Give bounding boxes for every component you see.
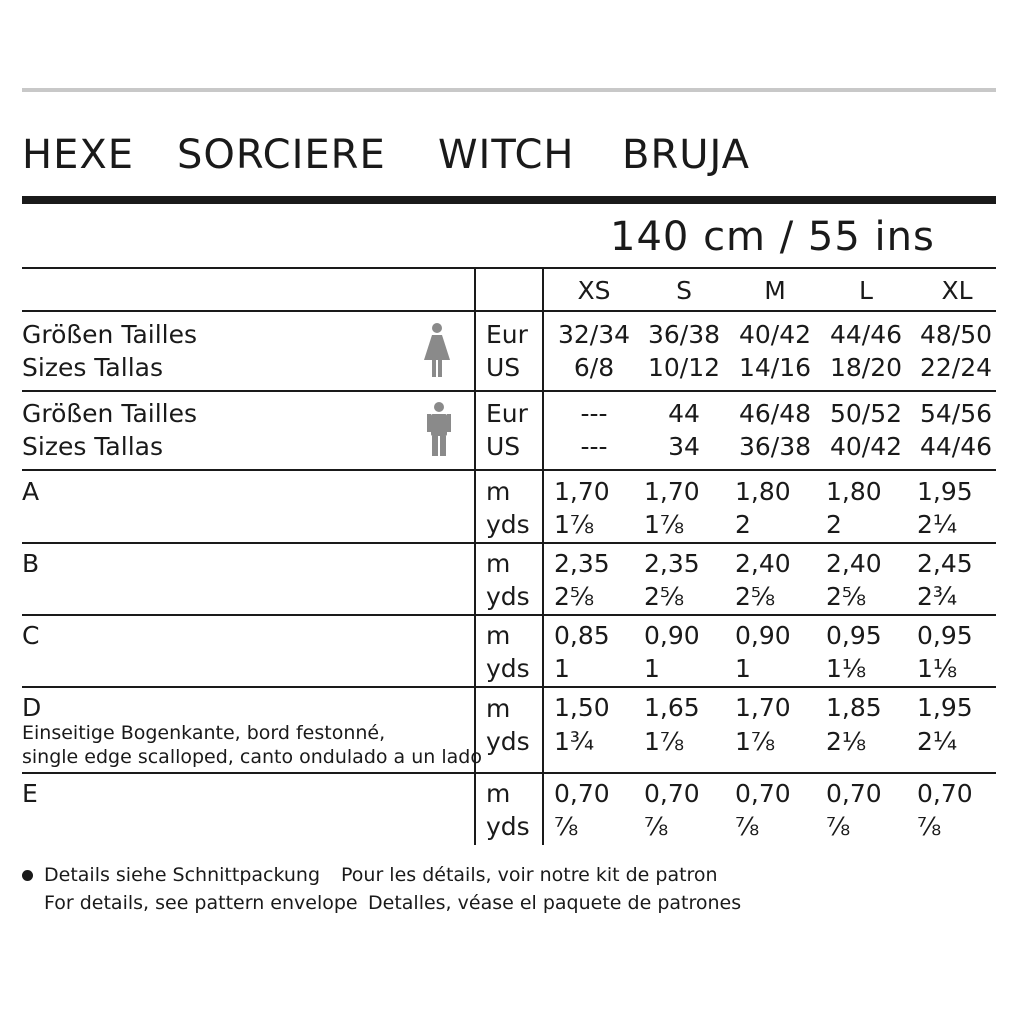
- row-c-yds-xl: 1⅛: [917, 654, 958, 683]
- row-a-m-xl: 1,95: [917, 477, 973, 506]
- row-b-m-unit: m: [486, 549, 511, 578]
- row-e-m-xl: 0,70: [917, 779, 973, 808]
- row-b-m-s: 2,35: [644, 549, 700, 578]
- row-b-yds-m: 2⅝: [735, 582, 776, 611]
- row-a-m-s: 1,70: [644, 477, 700, 506]
- man-icon: [427, 401, 451, 457]
- title-rule: [22, 196, 996, 204]
- women-eur-unit: Eur: [486, 320, 528, 349]
- row-c-m-xs: 0,85: [554, 621, 610, 650]
- fabric-width: 140 cm / 55 ins: [610, 214, 935, 260]
- row-d-m-l: 1,85: [826, 693, 882, 722]
- size-header-m: M: [764, 276, 786, 305]
- row-d-m-m: 1,70: [735, 693, 791, 722]
- footnote-es: Detalles, véase el paquete de patrones: [368, 892, 742, 914]
- row-d-yds-xs: 1¾: [554, 727, 595, 756]
- women-us-xs: 6/8: [573, 353, 615, 382]
- rule-b: [22, 542, 996, 544]
- men-us-s: 34: [668, 432, 700, 461]
- size-header-l: L: [859, 276, 873, 305]
- men-eur-xl: 54/56: [919, 399, 993, 428]
- row-c-m-unit: m: [486, 621, 511, 650]
- row-d-yds-l: 2⅛: [826, 727, 867, 756]
- rule-men: [22, 390, 996, 392]
- row-a-yds-l: 2: [826, 510, 842, 539]
- row-d-m-xs: 1,50: [554, 693, 610, 722]
- row-a-yds-xl: 2¼: [917, 510, 958, 539]
- row-b-m-xs: 2,35: [554, 549, 610, 578]
- title-fr: SORCIERE: [177, 132, 386, 178]
- row-d-yds-unit: yds: [486, 727, 530, 756]
- header-rule-bottom: [22, 310, 996, 312]
- footnote-en: For details, see pattern envelope: [44, 892, 358, 914]
- row-b-yds-s: 2⅝: [644, 582, 685, 611]
- row-c-name: C: [22, 621, 40, 650]
- row-c-m-s: 0,90: [644, 621, 700, 650]
- women-us-unit: US: [486, 353, 521, 382]
- row-d-m-unit: m: [486, 694, 511, 723]
- row-c-yds-m: 1: [735, 654, 751, 683]
- row-a-m-xs: 1,70: [554, 477, 610, 506]
- row-e-yds-xs: ⅞: [554, 812, 579, 841]
- women-us-s: 10/12: [647, 353, 721, 382]
- row-b-m-l: 2,40: [826, 549, 882, 578]
- row-e-m-m: 0,70: [735, 779, 791, 808]
- row-a-name: A: [22, 477, 40, 506]
- row-a-m-m: 1,80: [735, 477, 791, 506]
- row-e-m-xs: 0,70: [554, 779, 610, 808]
- men-eur-m: 46/48: [738, 399, 812, 428]
- women-eur-xl: 48/50: [919, 320, 993, 349]
- size-header-xl: XL: [941, 276, 973, 305]
- men-us-unit: US: [486, 432, 521, 461]
- woman-icon: [423, 322, 451, 378]
- men-eur-s: 44: [668, 399, 700, 428]
- row-b-yds-xs: 2⅝: [554, 582, 595, 611]
- title-de: HEXE: [22, 132, 135, 178]
- men-us-xs: ---: [580, 432, 608, 461]
- row-e-m-s: 0,70: [644, 779, 700, 808]
- row-d-name: D: [22, 693, 42, 722]
- row-a-m-l: 1,80: [826, 477, 882, 506]
- row-d-m-s: 1,65: [644, 693, 700, 722]
- row-a-yds-unit: yds: [486, 510, 530, 539]
- divider-unit: [542, 267, 544, 845]
- row-d-yds-m: 1⅞: [735, 727, 776, 756]
- women-label-2: Sizes Tallas: [22, 353, 163, 382]
- rule-a: [22, 469, 996, 471]
- row-a-yds-m: 2: [735, 510, 751, 539]
- bullet-icon: [22, 870, 33, 881]
- row-a-m-unit: m: [486, 477, 511, 506]
- row-c-m-l: 0,95: [826, 621, 882, 650]
- size-header-xs: XS: [577, 276, 611, 305]
- row-c-yds-unit: yds: [486, 654, 530, 683]
- women-eur-xs: 32/34: [557, 320, 631, 349]
- top-rule: [22, 88, 996, 92]
- women-label-1: Größen Tailles: [22, 320, 198, 349]
- row-d-yds-xl: 2¼: [917, 727, 958, 756]
- row-c-yds-s: 1: [644, 654, 660, 683]
- footnote-de: Details siehe Schnittpackung: [44, 864, 321, 886]
- women-us-l: 18/20: [829, 353, 903, 382]
- row-b-name: B: [22, 549, 40, 578]
- footnote-fr: Pour les détails, voir notre kit de patron: [341, 864, 718, 886]
- men-eur-xs: ---: [580, 399, 608, 428]
- row-e-name: E: [22, 779, 38, 808]
- row-e-m-l: 0,70: [826, 779, 882, 808]
- men-label-2: Sizes Tallas: [22, 432, 163, 461]
- women-us-m: 14/16: [738, 353, 812, 382]
- header-rule-top: [22, 267, 996, 269]
- men-label-1: Größen Tailles: [22, 399, 198, 428]
- row-e-yds-m: ⅞: [735, 812, 760, 841]
- men-us-xl: 44/46: [919, 432, 993, 461]
- men-us-m: 36/38: [738, 432, 812, 461]
- row-d-note-1: Einseitige Bogenkante, bord festonné,: [22, 722, 386, 744]
- row-a-yds-xs: 1⅞: [554, 510, 595, 539]
- row-d-yds-s: 1⅞: [644, 727, 685, 756]
- row-b-m-xl: 2,45: [917, 549, 973, 578]
- row-c-m-m: 0,90: [735, 621, 791, 650]
- row-b-m-m: 2,40: [735, 549, 791, 578]
- row-b-yds-l: 2⅝: [826, 582, 867, 611]
- row-c-yds-l: 1⅛: [826, 654, 867, 683]
- row-d-m-xl: 1,95: [917, 693, 973, 722]
- men-eur-unit: Eur: [486, 399, 528, 428]
- title-en: WITCH: [438, 132, 575, 178]
- women-us-xl: 22/24: [919, 353, 993, 382]
- row-c-yds-xs: 1: [554, 654, 570, 683]
- row-e-m-unit: m: [486, 779, 511, 808]
- row-b-yds-xl: 2¾: [917, 582, 958, 611]
- row-e-yds-s: ⅞: [644, 812, 669, 841]
- men-eur-l: 50/52: [829, 399, 903, 428]
- rule-e: [22, 772, 996, 774]
- women-eur-l: 44/46: [829, 320, 903, 349]
- row-b-yds-unit: yds: [486, 582, 530, 611]
- men-us-l: 40/42: [829, 432, 903, 461]
- row-a-yds-s: 1⅞: [644, 510, 685, 539]
- title-es: BRUJA: [622, 132, 750, 178]
- row-e-yds-unit: yds: [486, 812, 530, 841]
- women-eur-m: 40/42: [738, 320, 812, 349]
- rule-d: [22, 686, 996, 688]
- row-d-note-2: single edge scalloped, canto ondulado a un lado: [22, 746, 482, 768]
- rule-c: [22, 614, 996, 616]
- women-eur-s: 36/38: [647, 320, 721, 349]
- row-c-m-xl: 0,95: [917, 621, 973, 650]
- row-e-yds-xl: ⅞: [917, 812, 942, 841]
- row-e-yds-l: ⅞: [826, 812, 851, 841]
- size-header-s: S: [676, 276, 692, 305]
